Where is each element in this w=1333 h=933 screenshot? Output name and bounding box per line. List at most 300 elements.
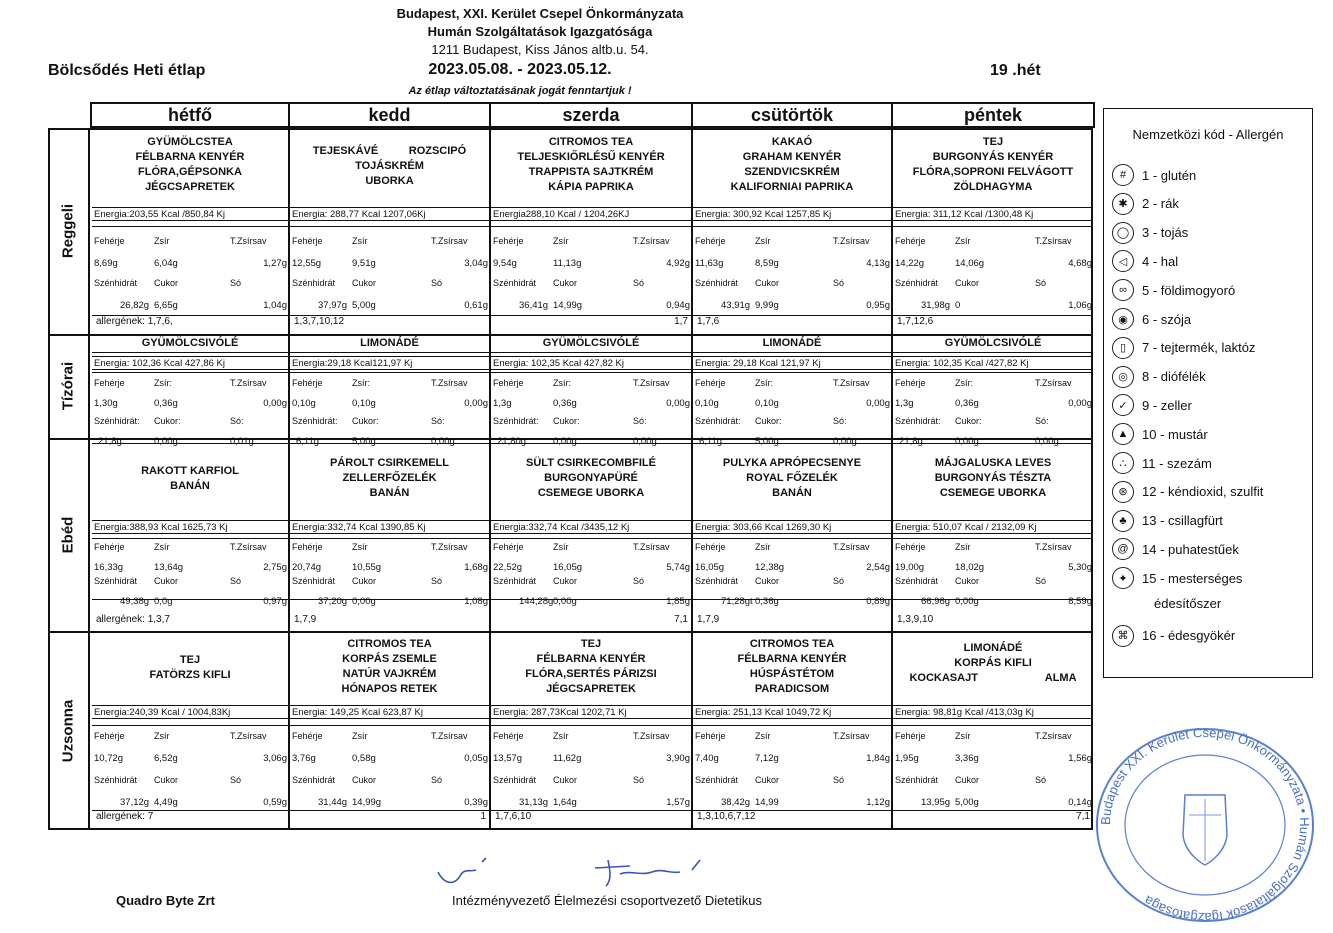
nutrient-label: Szénhidrát:	[895, 416, 941, 426]
carbohydrate-value: 21,80g	[497, 436, 527, 447]
nutrient-box	[491, 538, 691, 600]
nutrient-label: Szénhidrát:	[695, 416, 741, 426]
carbohydrate-value: 21,8g	[98, 436, 122, 447]
sweetener-icon: ✦	[1112, 567, 1134, 589]
legend-item	[1112, 394, 1192, 416]
nutrient-label: Cukor	[955, 775, 980, 785]
saturated-fat-value: 3,04g	[464, 258, 488, 269]
legend-label: édesítőszer	[1154, 596, 1222, 611]
fat-value: 0,10g	[755, 398, 779, 409]
food-item: KORPÁS ZSEMLE	[342, 653, 437, 665]
nutrient-label: Cukor:	[154, 416, 181, 426]
salt-value: 0,00g	[633, 436, 657, 447]
food-item: SZENDVICSKRÉM	[744, 166, 840, 178]
meal-label-text: Ebéd	[59, 516, 77, 553]
nutrient-label: Zsír:	[755, 378, 773, 388]
nutrient-label: Szénhidrát	[94, 576, 138, 586]
week-number: 19 .hét	[990, 62, 1041, 79]
allergen-list: 1,7	[674, 316, 688, 327]
nutrient-label: Fehérje	[493, 542, 524, 552]
egg-icon: ◯	[1112, 222, 1134, 244]
nutrient-label: Cukor	[352, 278, 377, 288]
salt-value: 0,89g	[866, 596, 890, 607]
carbohydrate-value: 38,42g	[721, 797, 751, 808]
legend-item	[1112, 452, 1212, 474]
saturated-fat-value: 1,56g	[1068, 753, 1092, 764]
salt-value: 1,85g	[666, 596, 690, 607]
meal-label-text: Uzsonna	[59, 699, 77, 762]
food-item: TEJ	[179, 654, 201, 666]
legend-item	[1112, 164, 1196, 186]
allergen-list: allergének: 1,7,6,	[96, 316, 173, 327]
nutrient-label: Só	[633, 775, 645, 785]
legend-label: 11 - szezám	[1142, 455, 1212, 471]
food-item: HÓNAPOS RETEK	[341, 683, 438, 695]
allergen-list: 1	[480, 811, 486, 822]
food-item: FLÓRA,GÉPSONKA	[138, 166, 242, 178]
sugar-value: 5,00g	[955, 797, 979, 808]
food-item: FÉLBARNA KENYÉR	[135, 151, 245, 163]
org-address: 1211 Budapest, Kiss János altb.u. 54.	[431, 42, 649, 57]
protein-value: 7,40g	[695, 753, 719, 764]
legend-title: Nemzetközi kód - Allergén	[1132, 127, 1284, 142]
food-item: BANÁN	[170, 480, 210, 492]
page-title: Bölcsődés Heti étlap	[48, 62, 206, 79]
nutrient-label: Só	[833, 576, 845, 586]
food-item: JÉGCSAPRETEK	[145, 181, 235, 193]
disclaimer-note: Az étlap változtatásának jogát fenntartjuk !	[408, 85, 632, 97]
nutrient-box	[491, 226, 691, 316]
nutrient-label: Só	[431, 775, 443, 785]
fat-value: 0,36g	[553, 398, 577, 409]
nutrient-label: Zsír	[553, 236, 569, 246]
meal-label-text: Tízórai	[59, 361, 77, 411]
energy-value: Energia:203,55 Kcal /850,84 Kj	[92, 207, 288, 221]
nutrient-label: T.Zsírsav	[633, 542, 670, 552]
nutrient-box	[92, 538, 288, 600]
nutrient-label: Fehérje	[94, 236, 125, 246]
food-item: KÁPIA PAPRIKA	[548, 181, 634, 193]
carbohydrate-value: 37,97g	[318, 300, 348, 311]
mustard-icon: ▲	[1112, 423, 1134, 445]
meal-label-text: Reggeli	[59, 203, 77, 259]
nutrient-label: Cukor:	[553, 416, 580, 426]
carbohydrate-value: 21,8g	[899, 436, 923, 447]
nutrient-label: Só	[1035, 576, 1047, 586]
food-item: TEJ	[580, 638, 602, 650]
celery-icon: ✓	[1112, 394, 1134, 416]
nutrient-box	[893, 372, 1093, 444]
sugar-value: 0,00g	[352, 596, 376, 607]
day-header-2: szerda	[489, 102, 693, 128]
food-item: HÚSPÁSTÉTOM	[749, 668, 835, 680]
food-item: GRAHAM KENYÉR	[742, 151, 842, 163]
nutrient-label: Fehérje	[895, 542, 926, 552]
food-item: UBORKA	[365, 175, 414, 187]
nutrient-label: T.Zsírsav	[1035, 378, 1072, 388]
nutrient-label: T.Zsírsav	[1035, 542, 1072, 552]
saturated-fat-value: 2,54g	[866, 562, 890, 573]
protein-value: 0,10g	[292, 398, 316, 409]
nutrient-label: T.Zsírsav	[833, 542, 870, 552]
nutrient-label: Szénhidrát	[493, 278, 537, 288]
nutrient-label: Só:	[833, 416, 847, 426]
allergen-list: allergének: 7	[96, 811, 154, 822]
protein-value: 16,05g	[695, 562, 725, 573]
nutrient-label: Só	[431, 576, 443, 586]
nutrient-label: T.Zsírsav	[833, 731, 870, 741]
energy-value: Energia288,10 Kcal / 1204,26KJ	[491, 207, 691, 221]
saturated-fat-value: 3,06g	[263, 753, 287, 764]
legend-label: 16 - édesgyökér	[1142, 628, 1236, 644]
nutrient-label: Fehérje	[895, 378, 926, 388]
legend-item	[1112, 481, 1263, 503]
food-item: GYÜMÖLCSIVÓLÉ	[542, 337, 640, 349]
saturated-fat-value: 4,92g	[666, 258, 690, 269]
nutrient-label: Fehérje	[292, 236, 323, 246]
salt-value: 0,00g	[833, 436, 857, 447]
food-underline	[693, 352, 891, 353]
protein-value: 9,54g	[493, 258, 517, 269]
legend-label: 8 - diófélék	[1142, 369, 1206, 385]
carbohydrate-value: 31,13g	[519, 797, 549, 808]
energy-value: Energia:332,74 Kcal /3435,12 Kj	[491, 520, 691, 534]
protein-value: 12,55g	[292, 258, 322, 269]
sugar-value: 1,64g	[553, 797, 577, 808]
sugar-value: 0,00g	[553, 436, 577, 447]
nutrient-label: T.Zsírsav	[431, 542, 468, 552]
food-item: LIMONÁDÉ	[963, 642, 1023, 654]
nutrient-label: T.Zsírsav	[230, 542, 267, 552]
saturated-fat-value: 0,00g	[464, 398, 488, 409]
fat-value: 9,51g	[352, 258, 376, 269]
carbohydrate-value: 43,91g	[721, 300, 751, 311]
nutrient-label: Fehérje	[895, 236, 926, 246]
nutrient-box	[491, 372, 691, 444]
meal-label-1	[48, 334, 90, 438]
legend-label: 7 - tejtermék, laktóz	[1142, 340, 1256, 356]
carbohydrate-value: 66,96g	[921, 596, 951, 607]
nutrient-label: Szénhidrát	[895, 278, 939, 288]
nutrient-label: Só:	[431, 416, 445, 426]
allergen-list: 1,7,12,6	[897, 316, 934, 327]
milk-icon: ▯	[1112, 337, 1134, 359]
sugar-value: 0	[955, 300, 961, 311]
energy-value: Energia: 311,12 Kcal /1300,48 Kj	[893, 207, 1093, 221]
nutrient-label: Cukor:	[352, 416, 379, 426]
sulfite-icon: ⊛	[1112, 481, 1134, 503]
carbohydrate-value: 36,41g	[519, 300, 549, 311]
carbohydrate-value: 6,11g	[699, 436, 723, 447]
nutrient-label: Zsír	[352, 236, 368, 246]
meal-divider	[48, 631, 1093, 633]
company-name: Quadro Byte Zrt	[116, 893, 215, 908]
legend-label: 5 - földimogyoró	[1142, 282, 1236, 298]
nutrient-label: Zsír:	[154, 378, 172, 388]
nutrient-label: T.Zsírsav	[1035, 236, 1072, 246]
protein-value: 16,33g	[94, 562, 124, 573]
protein-value: 14,22g	[895, 258, 925, 269]
nutrient-label: Zsír	[755, 731, 771, 741]
stamp-text: Budapest XXI. Kerület Csepel Önkormányzata • Humán Szolgáltatások Igazgatósága	[1097, 725, 1313, 925]
saturated-fat-value: 5,30g	[1068, 562, 1092, 573]
nutrient-label: T.Zsírsav	[633, 731, 670, 741]
energy-value: Energia: 287,73Kcal 1202,71 Kj	[491, 705, 691, 719]
food-underline	[92, 352, 288, 353]
legend-label: 3 - tojás	[1142, 225, 1189, 241]
nutrient-label: Só	[230, 775, 242, 785]
nut-icon: ◎	[1112, 366, 1134, 388]
legend-label: 9 - zeller	[1142, 397, 1192, 413]
nutrient-label: Szénhidrát	[895, 775, 939, 785]
legend-label: 1 - glutén	[1142, 167, 1197, 183]
food-underline	[290, 352, 489, 353]
carbohydrate-value: 26,82g	[120, 300, 150, 311]
fat-value: 10,55g	[352, 562, 382, 573]
food-item: ROYAL FŐZELÉK	[746, 472, 838, 484]
sugar-value: 5,00g	[352, 300, 376, 311]
nutrient-label: T.Zsírsav	[230, 731, 267, 741]
nutrient-label: Cukor	[553, 278, 578, 288]
signature-roles: Intézményvezető Élelmezési csoportvezető Dietetikus	[452, 893, 762, 908]
nutrient-label: Cukor	[154, 775, 179, 785]
food-item: RAKOTT KARFIOL	[141, 465, 239, 477]
energy-value: Energia:332,74 Kcal 1390,85 Kj	[290, 520, 489, 534]
sugar-value: 0,00g	[955, 596, 979, 607]
sugar-value: 5,00g	[755, 436, 779, 447]
nutrient-box	[893, 538, 1093, 600]
nutrient-label: Cukor	[755, 775, 780, 785]
food-item: PÁROLT CSIRKEMELL	[330, 457, 449, 469]
salt-value: 0,00g	[1035, 436, 1059, 447]
nutrient-label: T.Zsírsav	[633, 236, 670, 246]
nutrient-box	[893, 725, 1093, 811]
nutrient-box	[290, 538, 489, 600]
sesame-icon: ∴	[1112, 452, 1134, 474]
nutrient-label: Fehérje	[292, 378, 323, 388]
nutrient-label: Só	[431, 278, 443, 288]
meal-label-2	[48, 438, 90, 631]
nutrient-label: Zsír	[154, 236, 170, 246]
energy-value: Energia: 251,13 Kcal 1049,72 Kj	[693, 705, 891, 719]
meal-label-3	[48, 631, 90, 830]
food-item: FATÖRZS KIFLI	[149, 669, 231, 681]
allergen-list: 1,7,9	[294, 614, 317, 625]
food-item: SÜLT CSIRKECOMBFILÉ	[526, 457, 656, 469]
nutrient-label: Szénhidrát	[493, 775, 537, 785]
day-header-3: csütörtök	[691, 102, 893, 128]
legend-label: 15 - mesterséges	[1142, 570, 1243, 586]
food-item: KALIFORNIAI PAPRIKA	[730, 181, 854, 193]
carbohydrate-value: 71,28gt	[721, 596, 753, 607]
nutrient-label: Fehérje	[493, 378, 524, 388]
nutrient-label: Zsír	[955, 236, 971, 246]
nutrient-label: Szénhidrát:	[493, 416, 539, 426]
nutrient-label: T.Zsírsav	[431, 731, 468, 741]
nutrient-label: T.Zsírsav	[431, 378, 468, 388]
date-range: 2023.05.08. - 2023.05.12.	[428, 61, 612, 78]
nutrient-label: Cukor	[352, 775, 377, 785]
food-underline	[893, 352, 1093, 353]
nutrient-label: Szénhidrát	[695, 278, 739, 288]
food-item: FÉLBARNA KENYÉR	[737, 653, 847, 665]
nutrient-label: T.Zsírsav	[230, 378, 267, 388]
nutrient-label: T.Zsírsav	[833, 378, 870, 388]
nutrient-label: Szénhidrát	[895, 576, 939, 586]
nutrient-label: Cukor	[955, 576, 980, 586]
legend-item	[1112, 279, 1235, 301]
nutrient-label: Cukor	[154, 576, 179, 586]
salt-value: 0,01g	[230, 436, 254, 447]
protein-value: 1,30g	[94, 398, 118, 409]
nutrient-label: Cukor	[154, 278, 179, 288]
food-item: GYÜMÖLCSIVÓLÉ	[944, 337, 1042, 349]
nutrient-label: Zsír	[755, 236, 771, 246]
fat-value: 11,62g	[553, 753, 582, 764]
nutrient-label: Zsír	[154, 731, 170, 741]
food-item: TEJESKÁVÉ ROZSCIPÓ	[312, 145, 467, 157]
nutrient-label: Fehérje	[94, 542, 125, 552]
nutrient-label: Só	[1035, 775, 1047, 785]
day-header-0: hétfő	[90, 102, 290, 128]
food-item: TEJ	[982, 136, 1004, 148]
salt-value: 1,12g	[866, 797, 890, 808]
org-name: Budapest, XXI. Kerület Csepel Önkormányzata	[396, 6, 684, 21]
energy-value: Energia: 102,35 Kcal /427,82 Kj	[893, 356, 1093, 370]
allergen-legend	[1103, 108, 1313, 678]
soy-icon: ◉	[1112, 308, 1134, 330]
food-item: LIMONÁDÉ	[762, 337, 822, 349]
food-item: TELJESKIŐRLÉSŰ KENYÉR	[517, 151, 665, 163]
fish-icon: ◁	[1112, 250, 1134, 272]
protein-value: 3,76g	[292, 753, 316, 764]
nutrient-label: Fehérje	[695, 542, 726, 552]
allergen-list: allergének: 1,3,7	[96, 614, 170, 625]
energy-value: Energia:388,93 Kcal 1625,73 Kj	[92, 520, 288, 534]
crab-icon: ✱	[1112, 193, 1134, 215]
salt-value: 1,04g	[263, 300, 287, 311]
nutrient-label: Zsír	[955, 731, 971, 741]
nutrient-label: Fehérje	[695, 731, 726, 741]
nutrient-label: Szénhidrát	[94, 278, 138, 288]
nutrient-label: Szénhidrát	[695, 576, 739, 586]
peanut-icon: ∞	[1112, 279, 1134, 301]
energy-value: Energia: 29,18 Kcal 121,97 Kj	[693, 356, 891, 370]
nutrient-label: Só	[833, 278, 845, 288]
food-item: ZELLERFŐZELÉK	[342, 472, 437, 484]
nutrient-label: T.Zsírsav	[833, 236, 870, 246]
lupin-icon: ♣	[1112, 510, 1134, 532]
day-header-1: kedd	[288, 102, 491, 128]
nutrient-label: Cukor	[955, 278, 980, 288]
mollusc-icon: @	[1112, 538, 1134, 560]
nutrient-box	[693, 372, 891, 444]
salt-value: 0,59g	[263, 797, 287, 808]
food-item: JÉGCSAPRETEK	[546, 683, 636, 695]
food-item: FÉLBARNA KENYÉR	[536, 653, 646, 665]
nutrient-label: Fehérje	[695, 378, 726, 388]
sugar-value: 14,99	[755, 797, 779, 808]
food-item: FLÓRA,SERTÉS PÁRIZSI	[525, 668, 657, 680]
meal-label-0	[48, 128, 90, 334]
nutrient-box	[693, 538, 891, 600]
food-item: BANÁN	[369, 487, 410, 499]
nutrient-label: Só:	[633, 416, 647, 426]
legend-item	[1112, 510, 1223, 532]
protein-value: 20,74g	[292, 562, 322, 573]
allergen-list: 1,3,9,10	[897, 614, 934, 625]
nutrient-label: Fehérje	[94, 378, 125, 388]
nutrient-label: T.Zsírsav	[230, 236, 267, 246]
nutrient-label: Cukor	[352, 576, 377, 586]
nutrient-box	[92, 372, 288, 444]
nutrient-box	[693, 226, 891, 316]
food-item: CSEMEGE UBORKA	[537, 487, 645, 499]
protein-value: 10,72g	[94, 753, 124, 764]
nutrient-label: Só	[633, 576, 645, 586]
nutrient-label: Zsír	[553, 731, 569, 741]
nutrient-label: Fehérje	[493, 731, 524, 741]
food-item: PULYKA APRÓPECSENYE	[722, 457, 862, 469]
nutrient-label: Fehérje	[292, 731, 323, 741]
fat-value: 0,36g	[154, 398, 178, 409]
food-item: CITROMOS TEA	[548, 136, 634, 148]
carbohydrate-value: 144,28g	[519, 596, 554, 607]
saturated-fat-value: 0,00g	[866, 398, 890, 409]
sugar-value: 14,99g	[553, 300, 583, 311]
energy-value: Energia: 149,25 Kcal 623,87 Kj	[290, 705, 489, 719]
licorice-icon: ⌘	[1112, 625, 1134, 647]
sugar-value: 14,99g	[352, 797, 382, 808]
carbohydrate-value: 37,12g	[120, 797, 150, 808]
energy-value: Energia: 288,77 Kcal 1207,06Kj	[290, 207, 489, 221]
nutrient-label: Cukor	[553, 576, 578, 586]
nutrient-box	[290, 372, 489, 444]
salt-value: 0,39g	[464, 797, 488, 808]
food-underline	[491, 352, 691, 353]
energy-value: Energia: 300,92 Kcal 1257,85 Kj	[693, 207, 891, 221]
carbohydrate-value: 37,20g	[318, 596, 348, 607]
fat-value: 8,59g	[755, 258, 779, 269]
nutrient-label: Fehérje	[695, 236, 726, 246]
fat-value: 6,04g	[154, 258, 178, 269]
sugar-value: 0,00g	[154, 436, 178, 447]
nutrient-label: Fehérje	[94, 731, 125, 741]
legend-label: 2 - rák	[1142, 196, 1179, 212]
food-item: KOCKASAJT ALMA	[909, 672, 1077, 684]
legend-label: 13 - csillagfürt	[1142, 513, 1223, 529]
nutrient-label: Szénhidrát	[695, 775, 739, 785]
nutrient-label: Só	[1035, 278, 1047, 288]
food-item: PARADICSOM	[754, 683, 830, 695]
legend-item	[1112, 567, 1242, 589]
salt-value: 0,61g	[464, 300, 488, 311]
protein-value: 8,69g	[94, 258, 118, 269]
legend-item	[1154, 596, 1221, 611]
sugar-value: 0,00g	[553, 596, 577, 607]
allergen-list: 1,3,7,10,12	[294, 316, 345, 327]
protein-value: 19,00g	[895, 562, 925, 573]
fat-value: 13,64g	[154, 562, 184, 573]
protein-value: 11,63g	[695, 258, 724, 269]
carbohydrate-value: 49,38g	[120, 596, 150, 607]
salt-value: 0,00g	[431, 436, 455, 447]
saturated-fat-value: 3,90g	[666, 753, 690, 764]
legend-item	[1112, 625, 1235, 647]
nutrient-label: Cukor	[553, 775, 578, 785]
nutrient-label: Cukor	[755, 278, 780, 288]
food-item: ZÖLDHAGYMA	[953, 181, 1033, 193]
